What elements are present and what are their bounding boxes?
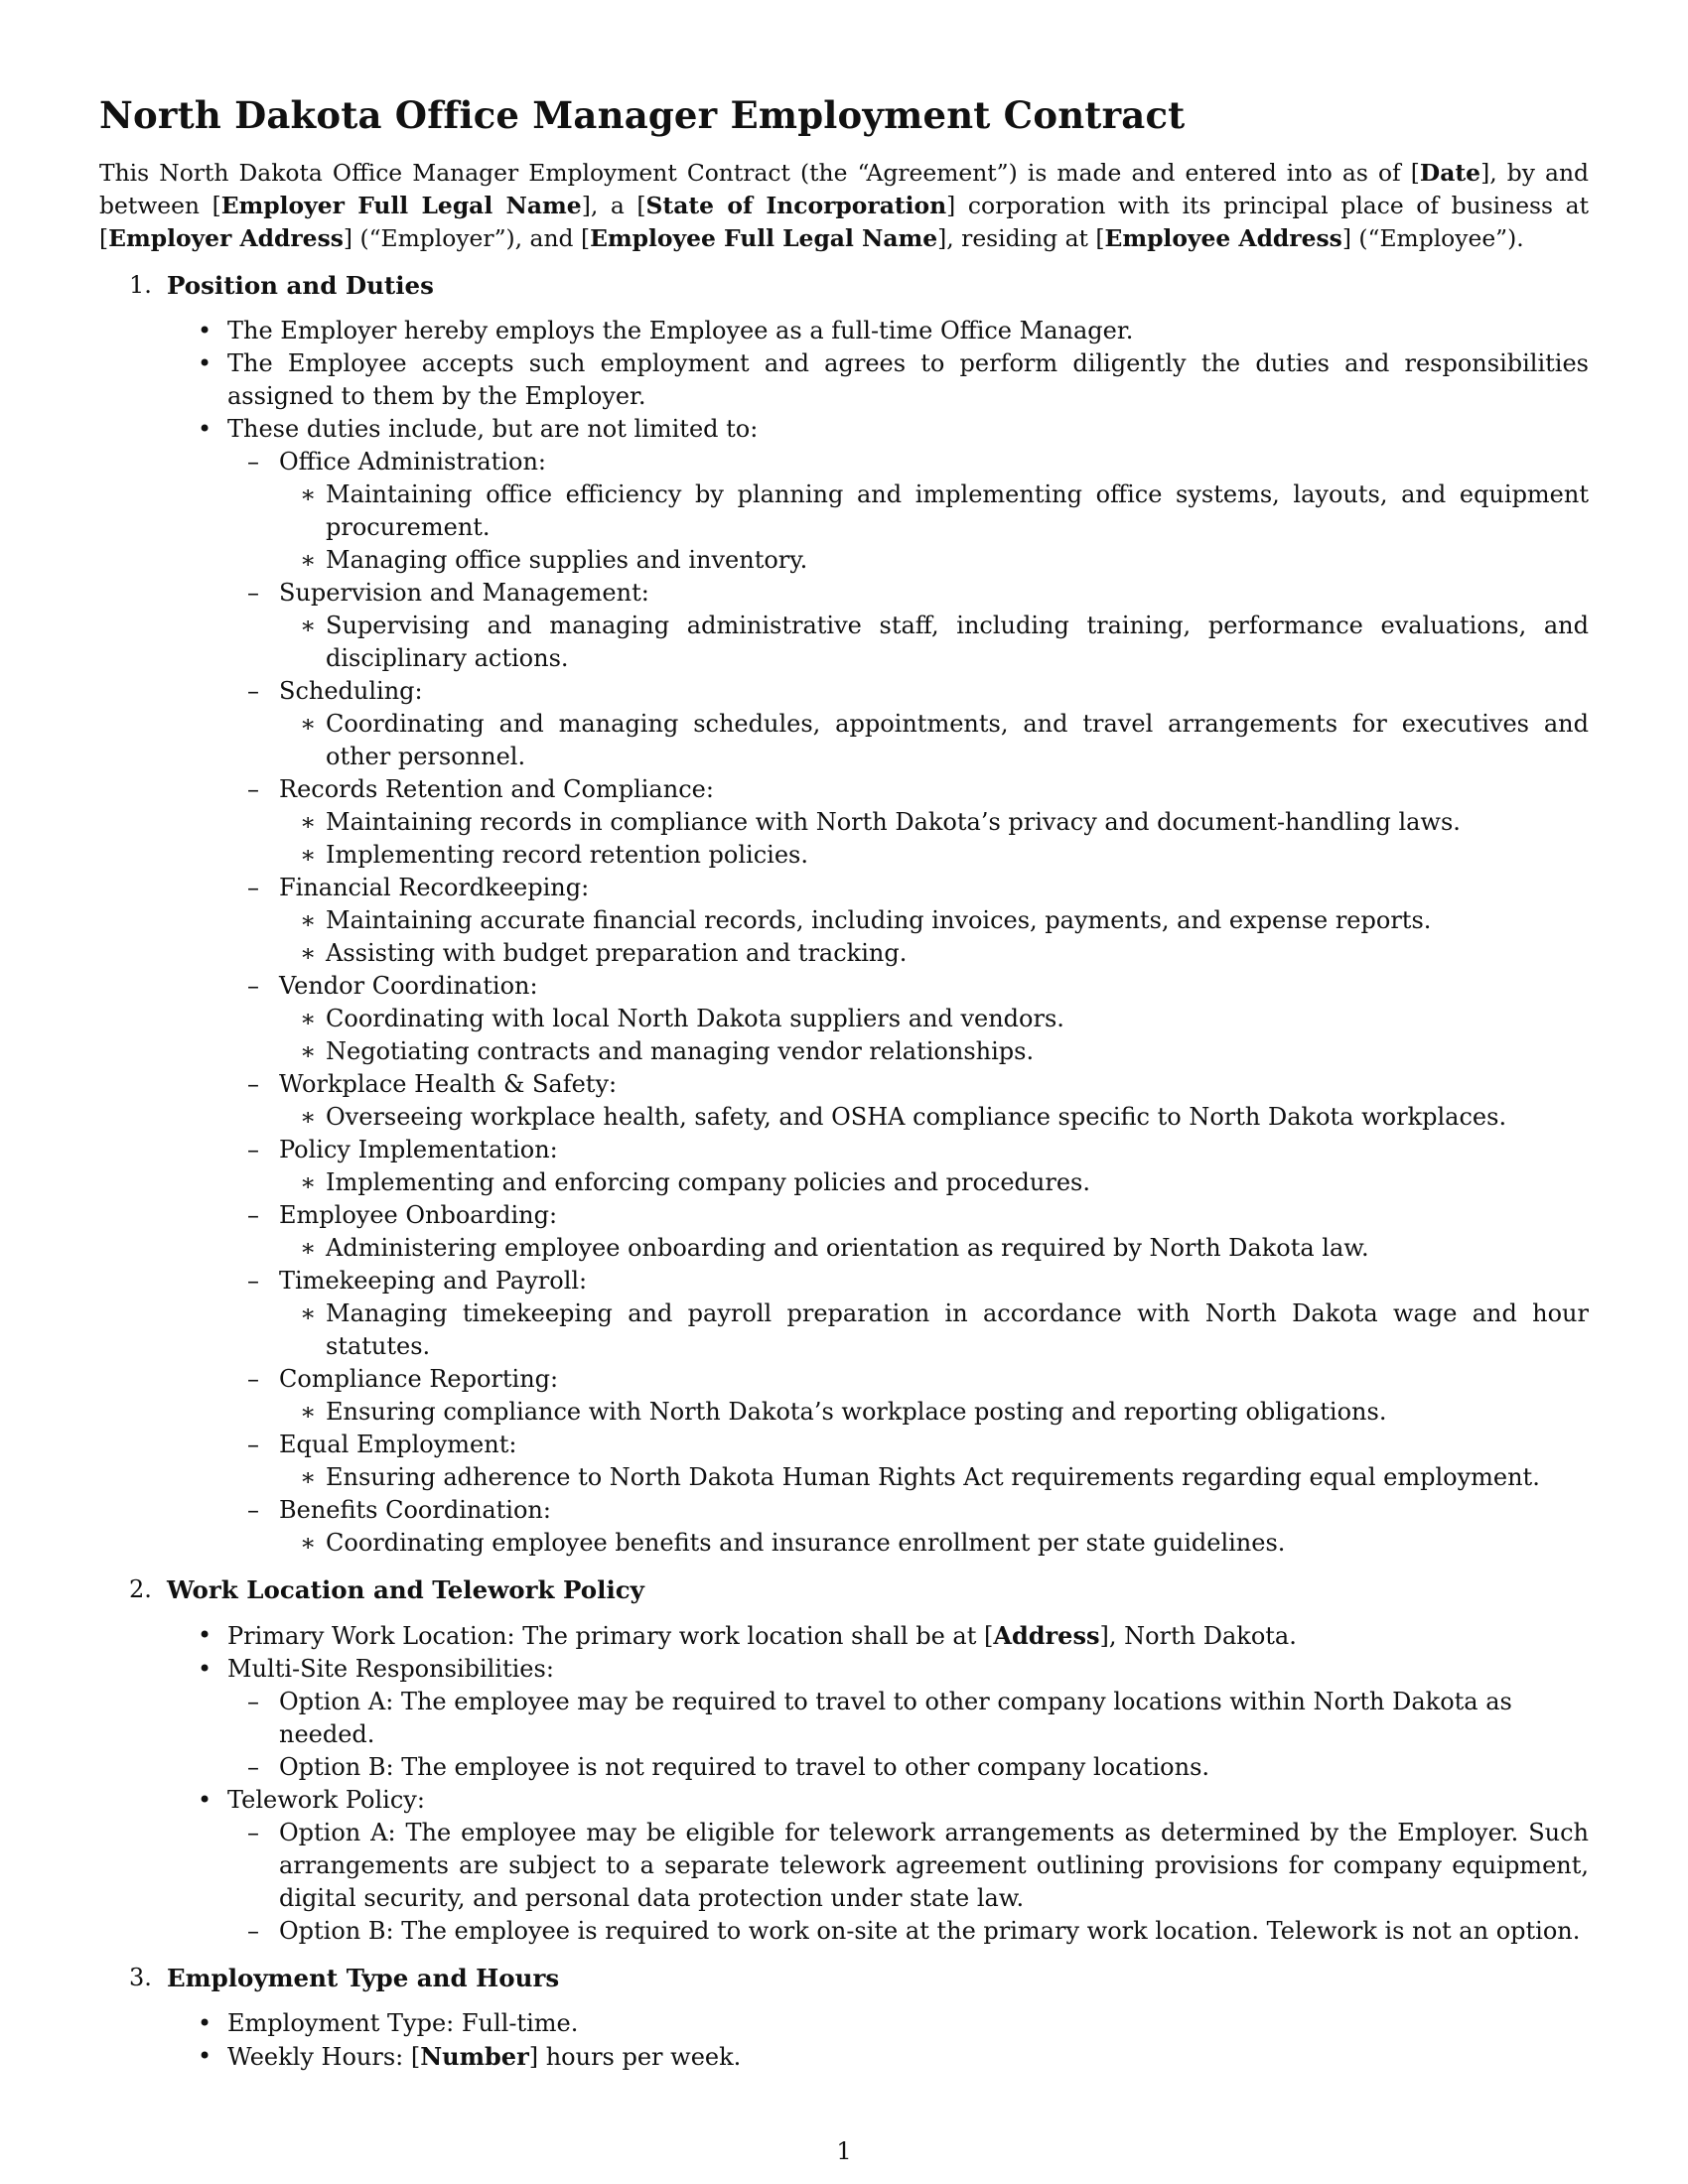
duty-item: ∗ Negotiating contracts and managing vendor relationships. bbox=[326, 1035, 1589, 1068]
intro-text: ] (“Employer”), and [ bbox=[343, 224, 591, 252]
address-placeholder: Address bbox=[993, 1621, 1100, 1650]
duties-list bbox=[227, 446, 1589, 1560]
intro-text: ] (“Employee”). bbox=[1341, 224, 1524, 252]
list-item: • The Employer hereby employs the Employee as a full-time Office Manager. bbox=[227, 315, 1589, 347]
list-item bbox=[227, 2040, 1589, 2074]
state-placeholder: State of Incorporation bbox=[645, 192, 947, 219]
option-list bbox=[227, 1686, 1589, 1784]
section-title: Work Location and Telework Policy bbox=[167, 1575, 644, 1604]
section-bullets bbox=[167, 2007, 1589, 2074]
section-number: 1. bbox=[129, 271, 152, 299]
list-item: • Employment Type: Full-time. bbox=[227, 2007, 1589, 2040]
list-item bbox=[227, 1653, 1589, 1784]
hours-text: ] hours per week. bbox=[528, 2043, 742, 2071]
duty-item: ∗ Supervising and managing administrative staff, including training, performance evaluations, and disciplinary actions. bbox=[326, 610, 1589, 675]
option-item: – Option A: The employee may be eligible for telework arrangements as determined by the Employer. Such arrangements are subject to a separate telework agreement outlining provisions for company equipment, digital security, and personal data protection under state law. bbox=[279, 1817, 1589, 1915]
duty-items bbox=[279, 1527, 1589, 1560]
duty-item: ∗ Ensuring compliance with North Dakota’s workplace posting and reporting obligations. bbox=[326, 1396, 1589, 1429]
telework-label: Telework Policy: bbox=[227, 1786, 425, 1814]
duty-item: ∗ Managing office supplies and inventory. bbox=[326, 544, 1589, 577]
duty-label: Supervision and Management: bbox=[279, 579, 649, 607]
intro-text: ], a [ bbox=[581, 192, 646, 219]
section-title: Employment Type and Hours bbox=[167, 1964, 560, 1992]
duty-item: ∗ Coordinating and managing schedules, appointments, and travel arrangements for executives and other personnel. bbox=[326, 708, 1589, 773]
list-item bbox=[227, 413, 1589, 1560]
duty-items bbox=[279, 1297, 1589, 1363]
duty-item: ∗ Coordinating with local North Dakota suppliers and vendors. bbox=[326, 1003, 1589, 1035]
duty-category bbox=[279, 970, 1589, 1068]
section-employment-type bbox=[99, 1962, 1589, 2074]
intro-text: ] corporation with its principal place of business at [ bbox=[99, 192, 1589, 252]
duty-category bbox=[279, 1068, 1589, 1134]
employer-name-placeholder: Employer Full Legal Name bbox=[220, 192, 582, 219]
duty-label: Timekeeping and Payroll: bbox=[279, 1267, 588, 1295]
duty-items bbox=[279, 478, 1589, 577]
section-bullets bbox=[167, 315, 1589, 1560]
hours-text: Weekly Hours: [ bbox=[227, 2043, 421, 2071]
duty-items bbox=[279, 1101, 1589, 1134]
date-placeholder: Date bbox=[1419, 159, 1481, 187]
page-number: 1 bbox=[836, 2137, 852, 2165]
duty-label: Records Retention and Compliance: bbox=[279, 775, 714, 803]
duties-intro: These duties include, but are not limited to: bbox=[227, 415, 759, 443]
duty-category bbox=[279, 1134, 1589, 1199]
duty-label: Financial Recordkeeping: bbox=[279, 874, 590, 901]
duty-label: Office Administration: bbox=[279, 448, 546, 476]
option-item: – Option A: The employee may be required to travel to other company locations within North Dakota as needed. bbox=[279, 1686, 1589, 1751]
duty-label: Vendor Coordination: bbox=[279, 972, 538, 1000]
duty-label: Compliance Reporting: bbox=[279, 1365, 559, 1393]
option-list bbox=[227, 1817, 1589, 1948]
section-number: 3. bbox=[129, 1964, 152, 1991]
employer-address-placeholder: Employer Address bbox=[108, 224, 344, 252]
duty-items bbox=[279, 1396, 1589, 1429]
duty-item: ∗ Ensuring adherence to North Dakota Human Rights Act requirements regarding equal employment. bbox=[326, 1461, 1589, 1494]
duty-items bbox=[279, 1232, 1589, 1265]
duty-category bbox=[279, 446, 1589, 577]
duty-category bbox=[279, 1429, 1589, 1494]
duty-item: ∗ Managing timekeeping and payroll preparation in accordance with North Dakota wage and hour statutes. bbox=[326, 1297, 1589, 1363]
duty-category bbox=[279, 773, 1589, 872]
document-page bbox=[99, 0, 1589, 2184]
duty-item: ∗ Administering employee onboarding and orientation as required by North Dakota law. bbox=[326, 1232, 1589, 1265]
employee-address-placeholder: Employee Address bbox=[1104, 224, 1342, 252]
duty-label: Benefits Coordination: bbox=[279, 1496, 551, 1524]
primary-location-text: Primary Work Location: The primary work location shall be at [ bbox=[227, 1622, 994, 1650]
duty-items bbox=[279, 806, 1589, 872]
duty-category bbox=[279, 1363, 1589, 1429]
section-position-duties bbox=[99, 269, 1589, 1560]
hours-placeholder: Number bbox=[420, 2042, 529, 2071]
intro-text: This North Dakota Office Manager Employment Contract (the “Agreement”) is made and entered into as of [ bbox=[99, 159, 1420, 187]
duty-items bbox=[279, 1003, 1589, 1068]
duty-items bbox=[279, 708, 1589, 773]
option-item: – Option B: The employee is required to work on-site at the primary work location. Telework is not an option. bbox=[279, 1915, 1589, 1948]
duty-label: Equal Employment: bbox=[279, 1431, 517, 1458]
list-item bbox=[227, 1784, 1589, 1948]
page-title: North Dakota Office Manager Employment Contract bbox=[99, 93, 1186, 137]
duty-category bbox=[279, 1265, 1589, 1363]
intro-text: ], residing at [ bbox=[937, 224, 1105, 252]
option-item: – Option B: The employee is not required to travel to other company locations. bbox=[279, 1751, 1589, 1784]
duty-item: ∗ Maintaining office efficiency by planning and implementing office systems, layouts, and equipment procurement. bbox=[326, 478, 1589, 544]
section-work-location bbox=[99, 1573, 1589, 1948]
primary-location-text: ], North Dakota. bbox=[1099, 1622, 1297, 1650]
duty-item: ∗ Coordinating employee benefits and insurance enrollment per state guidelines. bbox=[326, 1527, 1589, 1560]
intro-text: ], by and between [ bbox=[99, 159, 1589, 219]
duty-category bbox=[279, 675, 1589, 773]
list-item bbox=[227, 1619, 1589, 1653]
contract-sections bbox=[99, 269, 1589, 2074]
duty-category bbox=[279, 1494, 1589, 1560]
duty-items bbox=[279, 610, 1589, 675]
multisite-label: Multi-Site Responsibilities: bbox=[227, 1655, 554, 1683]
intro-paragraph bbox=[99, 157, 1589, 255]
duty-category bbox=[279, 1199, 1589, 1265]
employee-name-placeholder: Employee Full Legal Name bbox=[590, 224, 938, 252]
duty-label: Policy Implementation: bbox=[279, 1136, 558, 1163]
duty-items bbox=[279, 904, 1589, 970]
duty-item: ∗ Implementing and enforcing company policies and procedures. bbox=[326, 1166, 1589, 1199]
duty-item: ∗ Maintaining accurate financial records, including invoices, payments, and expense reports. bbox=[326, 904, 1589, 937]
list-item: • The Employee accepts such employment and agrees to perform diligently the duties and responsibilities assigned to them by the Employer. bbox=[227, 347, 1589, 413]
duty-item: ∗ Maintaining records in compliance with North Dakota’s privacy and document-handling laws. bbox=[326, 806, 1589, 839]
section-title: Position and Duties bbox=[167, 271, 434, 300]
section-number: 2. bbox=[129, 1575, 152, 1603]
duty-item: ∗ Assisting with budget preparation and tracking. bbox=[326, 937, 1589, 970]
duty-label: Employee Onboarding: bbox=[279, 1201, 558, 1229]
duty-items bbox=[279, 1166, 1589, 1199]
duty-label: Workplace Health & Safety: bbox=[279, 1070, 618, 1098]
duty-item: ∗ Implementing record retention policies. bbox=[326, 839, 1589, 872]
duty-label: Scheduling: bbox=[279, 677, 423, 705]
duty-category bbox=[279, 872, 1589, 970]
duty-category bbox=[279, 577, 1589, 675]
section-bullets bbox=[167, 1619, 1589, 1948]
duty-item: ∗ Overseeing workplace health, safety, and OSHA compliance specific to North Dakota workplaces. bbox=[326, 1101, 1589, 1134]
duty-items bbox=[279, 1461, 1589, 1494]
